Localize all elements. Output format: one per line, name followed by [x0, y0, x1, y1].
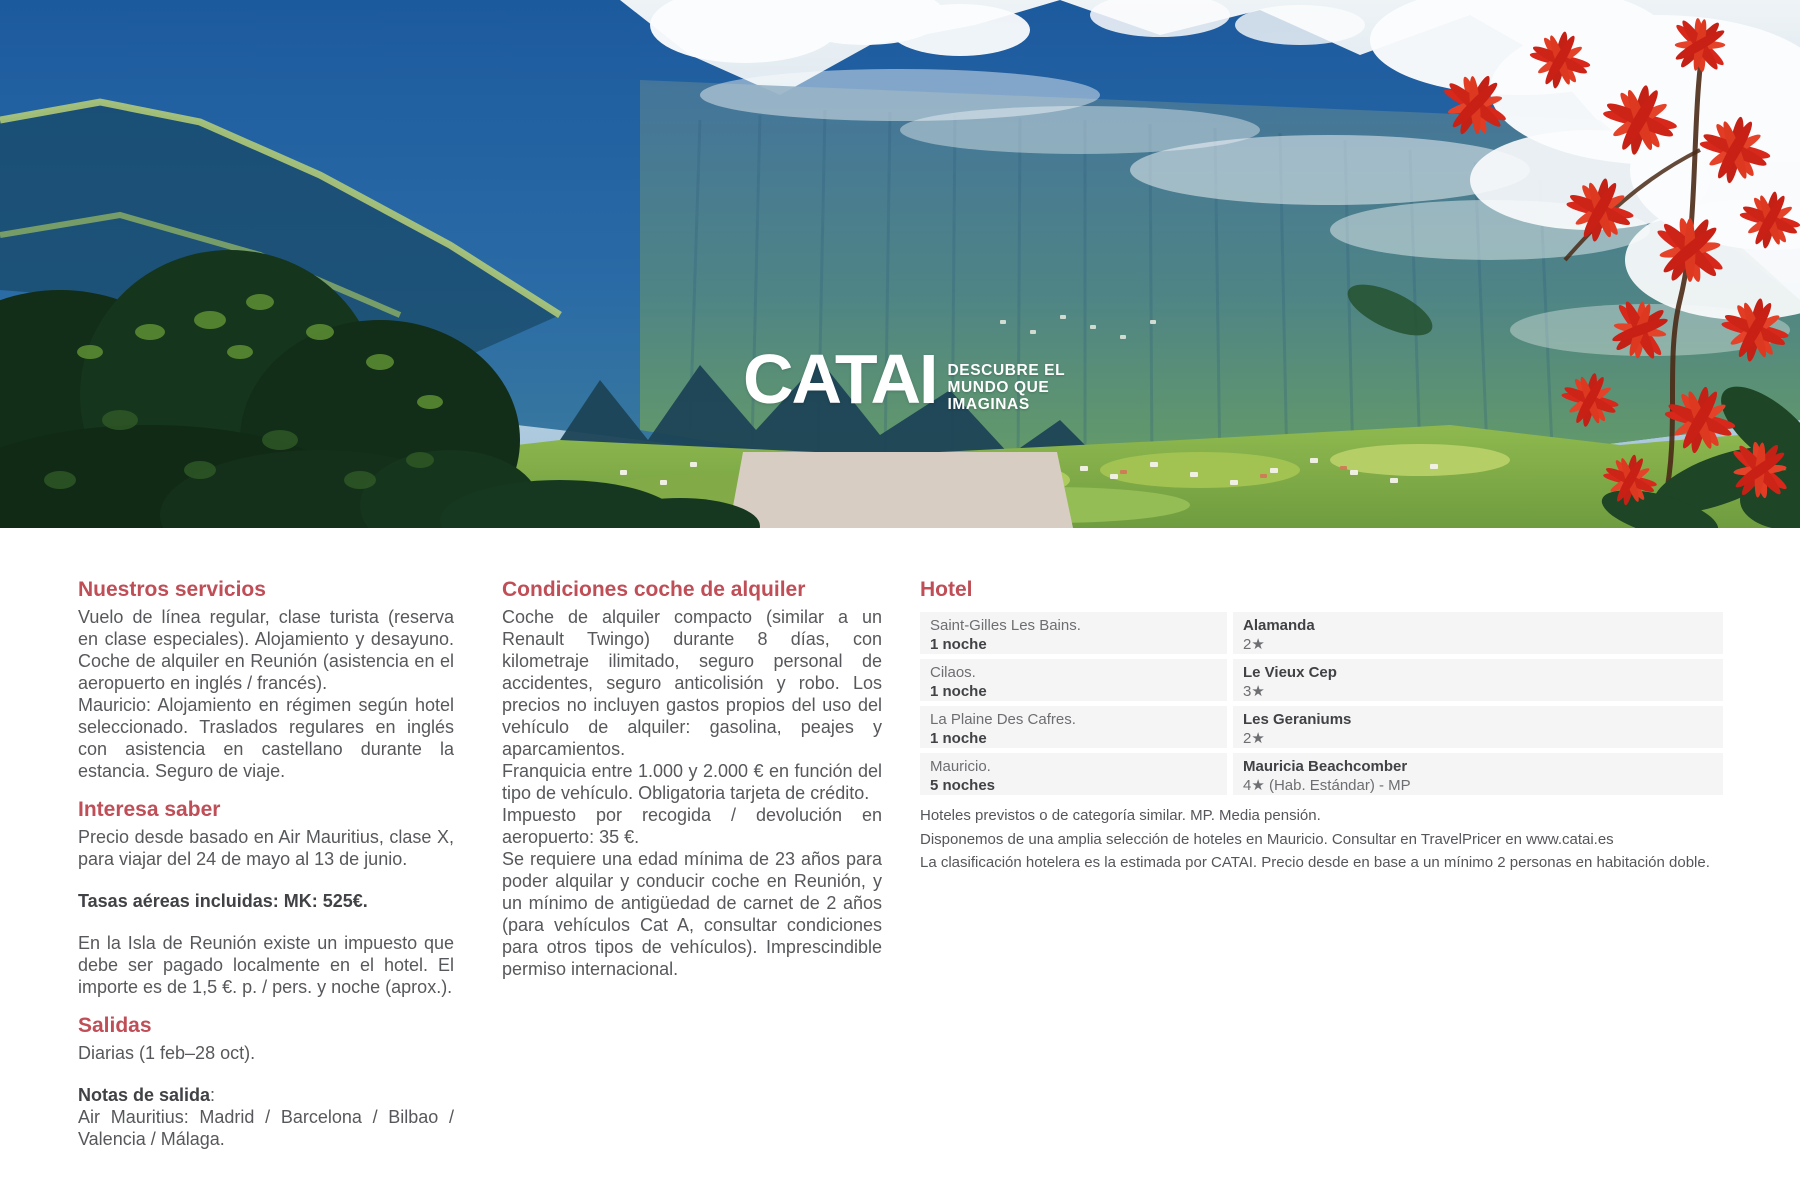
- notas-salida-bold: Notas de salida: [78, 1085, 211, 1105]
- hotel-row-4: [920, 753, 1723, 795]
- car-paragraph-4: Se requiere una edad mínima de 23 años para poder alquilar y conducir coche en Reunión, y un mínimo de antigüedad de carnet de 2 años (para vehículos Cat A, consultar condiciones para otros tipos de vehículos). Imprescindible permiso internacional.: [502, 849, 882, 979]
- car-paragraph-3: Impuesto por recogida / devolución en aeropuerto: 35 €.: [502, 805, 882, 847]
- column-services: [78, 578, 454, 1150]
- hotel-nights: 1 noche: [930, 636, 987, 653]
- car-heading: Condiciones coche de alquiler: [502, 578, 806, 601]
- hotel-location: Cilaos.: [930, 664, 976, 681]
- car-paragraph-1: Coche de alquiler compacto (similar a un Renault Twingo) durante 8 días, con kilometraje ilimitado, seguro personal de accidentes, seguro anticolisión y robo. Los precios no incluyen gastos propios del uso del vehículo de alquiler: gasolina, peajes y aparcamientos.: [502, 607, 882, 759]
- services-paragraph-1: Vuelo de línea regular, clase turista (reserva en clase especiales). Alojamiento y desayuno. Coche de alquiler en Reunión (asistencia en el aeropuerto en inglés / francés).: [78, 607, 454, 693]
- hotel-table: [920, 612, 1723, 795]
- notas-salida-label: [78, 1084, 454, 1106]
- hero-photo: [0, 0, 1800, 528]
- hotel-location-cell: [920, 659, 1227, 701]
- hotel-name-cell: [1233, 706, 1723, 748]
- hotel-name: Le Vieux Cep: [1243, 664, 1337, 681]
- brand-wordmark: CATAI: [743, 340, 937, 418]
- hotel-row-3: [920, 706, 1723, 748]
- services-heading: Nuestros servicios: [78, 578, 266, 601]
- hotel-category: 4★ (Hab. Estándar) - MP: [1243, 777, 1411, 794]
- interesa-paragraph-1: Precio desde basado en Air Mauritius, clase X, para viajar del 24 de mayo al 13 de junio.: [78, 827, 454, 869]
- hotel-nights: 1 noche: [930, 730, 987, 747]
- hotel-note-1: Hoteles previstos o de categoría similar. MP. Media pensión.: [920, 807, 1321, 824]
- hotel-note-2: Disponemos de una amplia selección de hoteles en Mauricio. Consultar en TravelPricer en www.catai.es: [920, 830, 1614, 848]
- hotel-name: Mauricia Beachcomber: [1243, 758, 1408, 775]
- hotel-location: La Plaine Des Cafres.: [930, 711, 1076, 728]
- tagline-line-1: DESCUBRE EL: [947, 362, 1066, 379]
- hotel-name-cell: [1233, 753, 1723, 795]
- hotel-name-cell: [1233, 659, 1723, 701]
- interesa-heading: Interesa saber: [78, 798, 221, 821]
- hotel-heading: Hotel: [920, 578, 973, 601]
- salidas-paragraph-2: Air Mauritius: Madrid / Barcelona / Bilbao / Valencia / Málaga.: [78, 1107, 454, 1149]
- salidas-paragraph-1: Diarias (1 feb–28 oct).: [78, 1043, 256, 1063]
- column-hotel: [920, 578, 1723, 875]
- hotel-nights: 1 noche: [930, 683, 987, 700]
- landscape-illustration: [0, 0, 1800, 528]
- hotel-name: Alamanda: [1243, 617, 1315, 634]
- hotel-category: 2★: [1243, 636, 1265, 653]
- hotel-nights: 5 noches: [930, 777, 996, 794]
- hotel-location: Saint-Gilles Les Bains.: [930, 617, 1081, 634]
- car-paragraph-2: Franquicia entre 1.000 y 2.000 € en función del tipo de vehículo. Obligatoria tarjeta de crédito.: [502, 761, 882, 803]
- hotel-name: Les Geraniums: [1243, 711, 1352, 728]
- tagline-line-3: IMAGINAS: [947, 396, 1030, 413]
- hotel-category: 2★: [1243, 730, 1265, 747]
- hotel-location-cell: [920, 753, 1227, 795]
- hotel-name-cell: [1233, 612, 1723, 654]
- notas-salida-colon: :: [210, 1085, 216, 1105]
- salidas-heading: Salidas: [78, 1014, 152, 1037]
- tasas-aereas-line: Tasas aéreas incluidas: MK: 525€.: [78, 891, 368, 911]
- beige-banner: [729, 452, 1073, 528]
- hotel-location-cell: [920, 706, 1227, 748]
- interesa-paragraph-2: En la Isla de Reunión existe un impuesto que debe ser pagado localmente en el hotel. El importe es de 1,5 €. p. / pers. y noche (aprox.).: [78, 933, 454, 997]
- catai-logo: [743, 340, 1066, 418]
- tagline-line-2: MUNDO QUE: [947, 379, 1050, 396]
- brand-tagline: [947, 362, 1065, 414]
- hotel-row-2: [920, 659, 1723, 701]
- hotel-location-cell: [920, 612, 1227, 654]
- hotel-note-3: La clasificación hotelera es la estimada por CATAI. Precio desde en base a un mínimo 2 personas en habitación doble.: [920, 854, 1710, 871]
- hotel-location: Mauricio.: [930, 758, 991, 775]
- hotel-row-1: [920, 612, 1723, 654]
- hotel-category: 3★: [1243, 683, 1265, 700]
- services-paragraph-2: Mauricio: Alojamiento en régimen según hotel seleccionado. Traslados regulares en inglés con asistencia en castellano durante la estancia. Seguro de viaje.: [78, 695, 454, 781]
- column-car-rental: [502, 578, 882, 980]
